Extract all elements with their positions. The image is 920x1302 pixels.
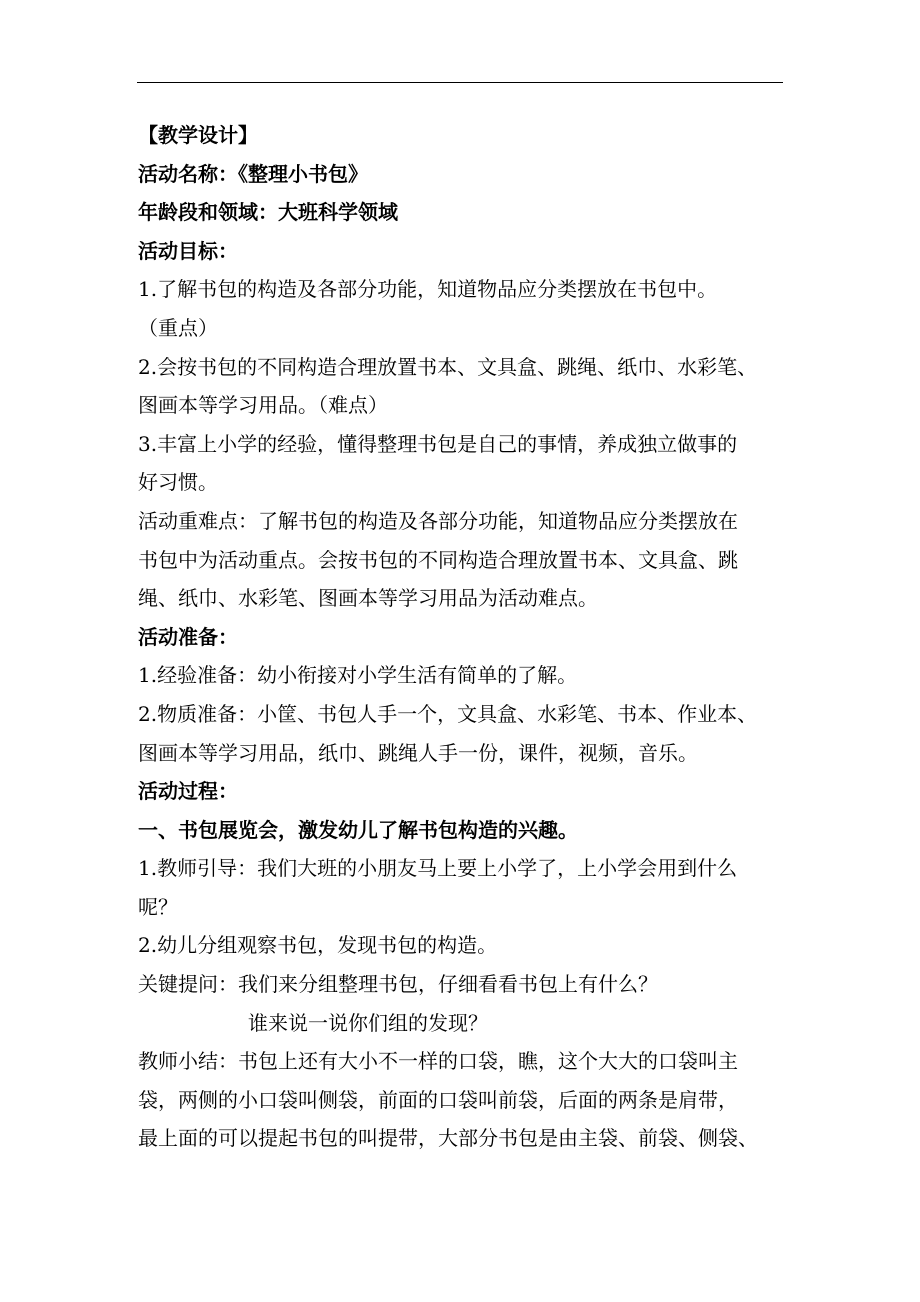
activity-name: 活动名称：《整理小书包》: [138, 161, 368, 186]
process-1-2: 2.幼儿分组观察书包，发现书包的构造。: [138, 933, 498, 958]
age-and-domain: 年龄段和领域：大班科学领域: [138, 200, 398, 225]
key-points-line-3: 绳、纸巾、水彩笔、图画本等学习用品为活动难点。: [138, 586, 598, 611]
objective-1-line-2: （重点）: [138, 315, 218, 340]
objectives-heading: 活动目标：: [138, 238, 238, 263]
teacher-summary-line-2: 袋，两侧的小口袋叫侧袋，前面的口袋叫前袋，后面的两条是肩带，: [138, 1087, 738, 1112]
preparation-2-line-2: 图画本等学习用品，纸巾、跳绳人手一份，课件，视频，音乐。: [138, 740, 698, 765]
objective-2-line-2: 图画本等学习用品。（难点）: [138, 393, 388, 418]
document-body: [138, 116, 788, 1158]
process-1-1-line-2: 呢？: [138, 894, 178, 919]
key-points-line-1: 活动重难点：了解书包的构造及各部分功能，知道物品应分类摆放在: [138, 508, 738, 533]
teacher-summary-line-3: 最上面的可以提起书包的叫提带，大部分书包是由主袋、前袋、侧袋、: [138, 1126, 758, 1151]
key-question-1: 关键提问：我们来分组整理书包，仔细看看书包上有什么？: [138, 972, 658, 997]
process-step-1-heading: 一、书包展览会，激发幼儿了解书包构造的兴趣。: [138, 817, 578, 842]
process-heading: 活动过程：: [138, 779, 238, 804]
preparation-2-line-1: 2.物质准备：小筐、书包人手一个，文具盒、水彩笔、书本、作业本、: [138, 701, 758, 726]
objective-3-line-2: 好习惯。: [138, 470, 218, 495]
header-rule: [137, 82, 783, 83]
key-points-line-2: 书包中为活动重点。会按书包的不同构造合理放置书本、文具盒、跳: [138, 547, 738, 572]
key-question-2: 谁来说一说你们组的发现？: [248, 1010, 488, 1035]
objective-1-line-1: 1.了解书包的构造及各部分功能，知道物品应分类摆放在书包中。: [138, 277, 718, 302]
objective-3-line-1: 3.丰富上小学的经验，懂得整理书包是自己的事情，养成独立做事的: [138, 431, 738, 456]
process-1-1-line-1: 1.教师引导：我们大班的小朋友马上要上小学了，上小学会用到什么: [138, 856, 738, 881]
preparation-heading: 活动准备：: [138, 624, 238, 649]
preparation-1: 1.经验准备：幼小衔接对小学生活有简单的了解。: [138, 663, 578, 688]
objective-2-line-1: 2.会按书包的不同构造合理放置书本、文具盒、跳绳、纸巾、水彩笔、: [138, 354, 758, 379]
teacher-summary-line-1: 教师小结：书包上还有大小不一样的口袋，瞧，这个大大的口袋叫主: [138, 1049, 738, 1074]
section-heading-teaching-design: 【教学设计】: [138, 123, 258, 147]
